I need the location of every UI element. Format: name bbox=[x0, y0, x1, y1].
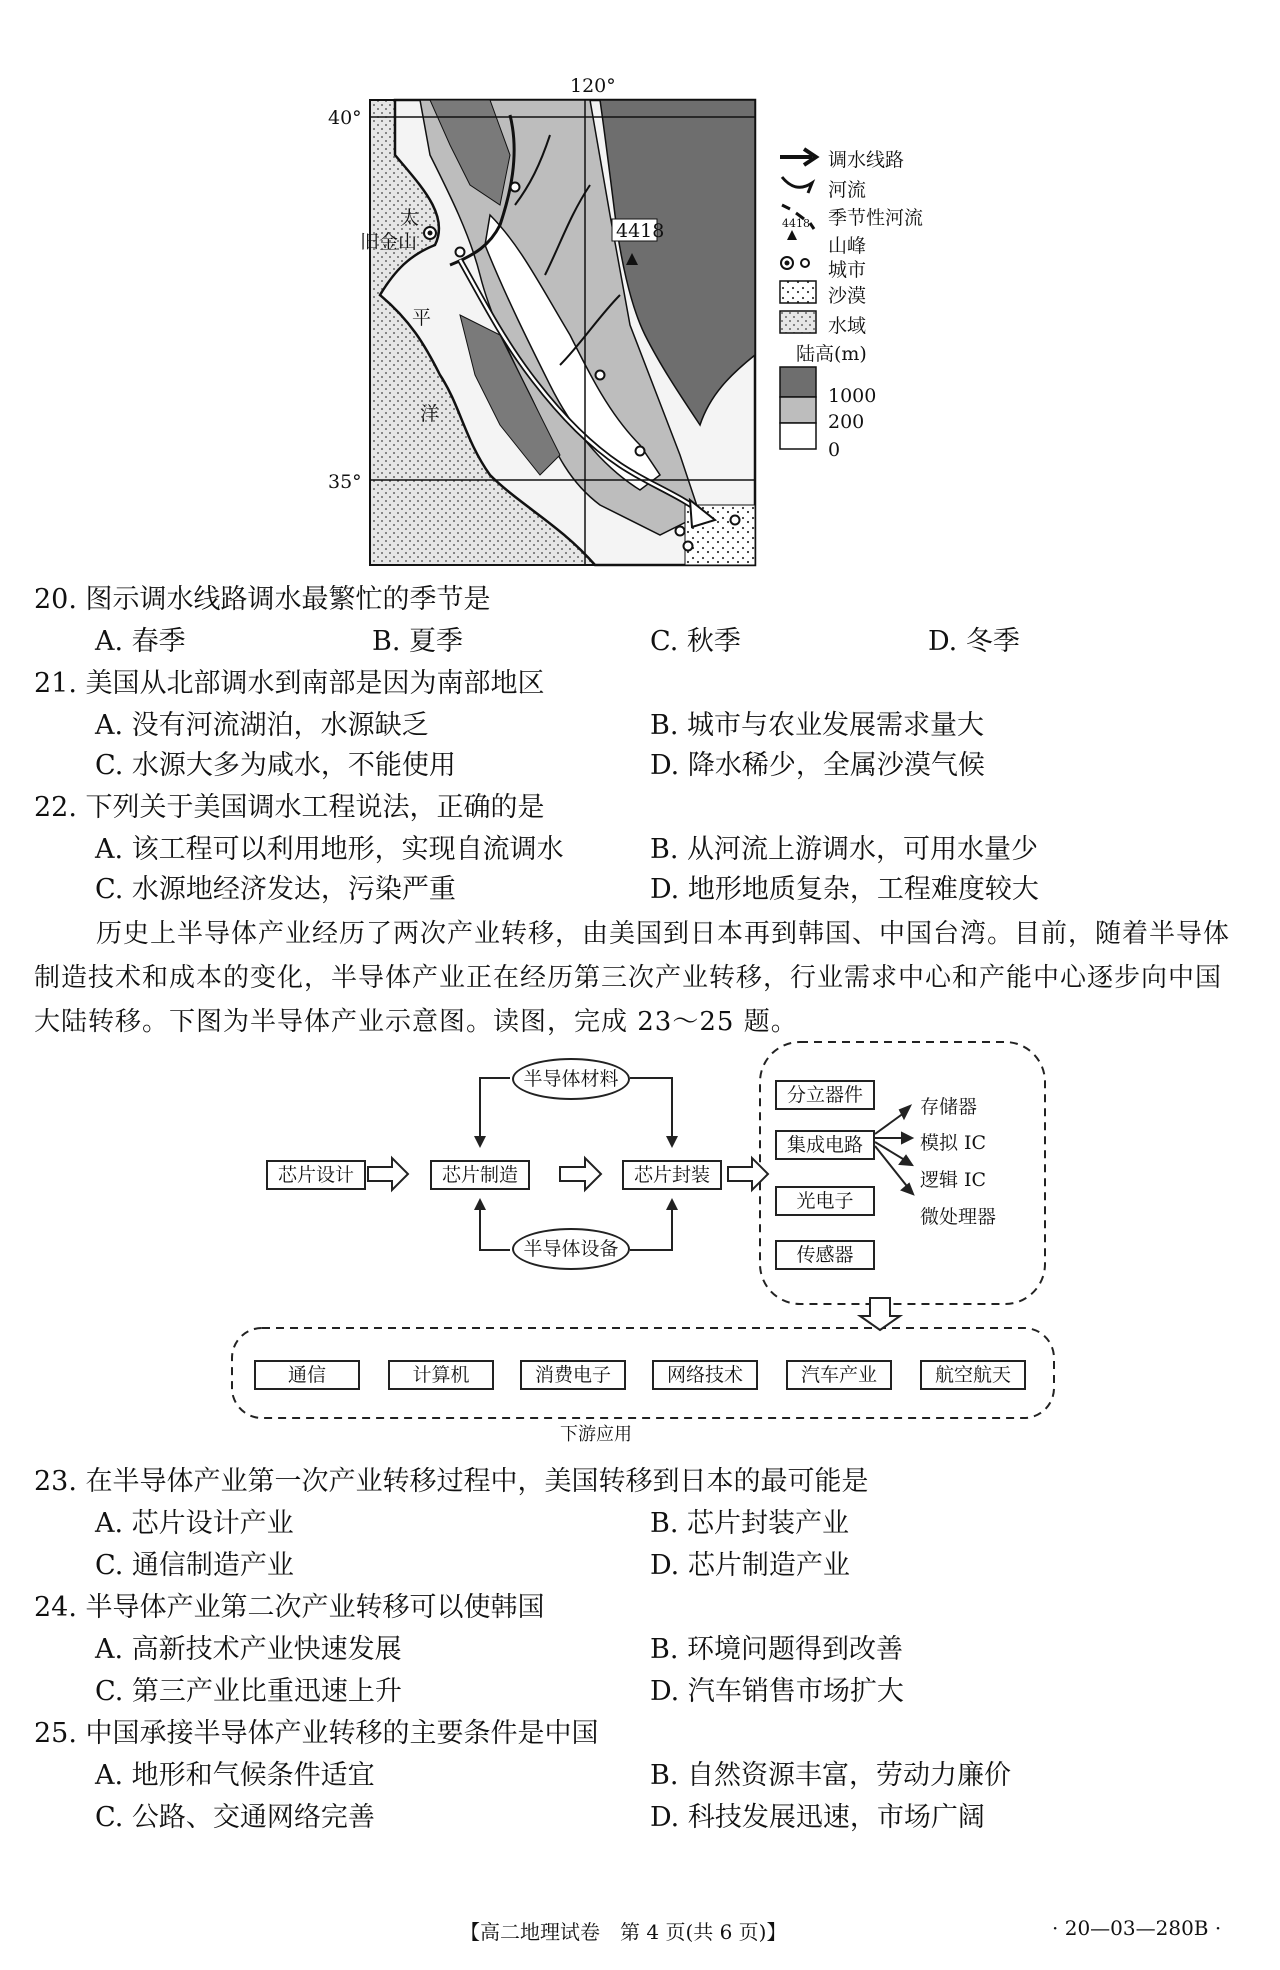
question-20-option-a: A. 春季 bbox=[95, 626, 186, 657]
question-23-option-c: C. 通信制造产业 bbox=[95, 1550, 294, 1581]
question-21-option-b: B. 城市与农业发展需求量大 bbox=[650, 710, 985, 741]
legend-route: 调水线路 bbox=[828, 149, 905, 171]
downstream-label: 下游应用 bbox=[560, 1424, 632, 1445]
question-25-stem: 25. 中国承接半导体产业转移的主要条件是中国 bbox=[34, 1718, 599, 1749]
question-23-stem: 23. 在半导体产业第一次产业转移过程中，美国转移到日本的最可能是 bbox=[34, 1466, 869, 1497]
map-peak-label: 4418 bbox=[616, 220, 665, 242]
map-city-label: 旧金山 bbox=[360, 231, 418, 253]
legend-water: 水域 bbox=[828, 315, 867, 337]
question-24-stem: 24. 半导体产业第二次产业转移可以使韩国 bbox=[34, 1592, 545, 1623]
diagram-chip-manufacture: 芯片制造 bbox=[430, 1160, 530, 1190]
diagram-product-discrete: 分立器件 bbox=[775, 1080, 875, 1110]
diagram-ic-logic: 逻辑 IC bbox=[920, 1169, 987, 1191]
downstream-communication: 通信 bbox=[254, 1360, 360, 1390]
diagram-product-optoelectronic: 光电子 bbox=[775, 1186, 875, 1216]
question-20-option-c: C. 秋季 bbox=[650, 626, 741, 657]
question-25-option-a: A. 地形和气候条件适宜 bbox=[95, 1760, 375, 1791]
downstream-computer: 计算机 bbox=[388, 1360, 494, 1390]
legend-elev-0: 0 bbox=[828, 439, 841, 461]
question-24-option-b: B. 环境问题得到改善 bbox=[650, 1634, 904, 1665]
diagram-product-sensor: 传感器 bbox=[775, 1240, 875, 1270]
map-ocean-char-1: 太 bbox=[400, 207, 420, 229]
question-24-option-c: C. 第三产业比重迅速上升 bbox=[95, 1676, 402, 1707]
question-25-option-b: B. 自然资源丰富，劳动力廉价 bbox=[650, 1760, 1012, 1791]
downstream-aerospace: 航空航天 bbox=[920, 1360, 1026, 1390]
diagram-ic-analog: 模拟 IC bbox=[920, 1132, 987, 1154]
page-footer-code: · 20—03—280B · bbox=[1052, 1916, 1222, 1940]
legend-seasonal-river: 季节性河流 bbox=[828, 207, 924, 229]
legend-elev-200: 200 bbox=[828, 411, 865, 433]
question-24-option-a: A. 高新技术产业快速发展 bbox=[95, 1634, 402, 1665]
question-22-option-b: B. 从河流上游调水，可用水量少 bbox=[650, 834, 1039, 865]
legend-elev-1000: 1000 bbox=[828, 385, 877, 407]
page-footer-center: 【高二地理试卷 第 4 页(共 6 页)】 bbox=[460, 1920, 787, 1944]
map-figure bbox=[260, 75, 980, 575]
map-lat-bottom-label: 35° bbox=[328, 471, 362, 493]
legend-peak-number: 4418 bbox=[782, 217, 810, 230]
downstream-automotive: 汽车产业 bbox=[786, 1360, 892, 1390]
legend-elevation-title: 陆高(m) bbox=[796, 343, 867, 365]
question-22-option-a: A. 该工程可以利用地形，实现自流调水 bbox=[95, 834, 564, 865]
legend-city: 城市 bbox=[828, 259, 867, 281]
map-lat-top-label: 40° bbox=[328, 107, 362, 129]
question-21-option-a: A. 没有河流湖泊，水源缺乏 bbox=[95, 710, 429, 741]
question-20-option-b: B. 夏季 bbox=[372, 626, 464, 657]
passage-text: 历史上半导体产业经历了两次产业转移，由美国到日本再到韩国、中国台湾。目前，随着半导体制造技术和成本的变化，半导体产业正在经历第三次产业转移，行业需求中心和产能中心逐步向中国大陆转移。下图为半导体产业示意图。读图，完成 23～25 题。 bbox=[34, 919, 1231, 1037]
question-22-option-d: D. 地形地质复杂，工程难度较大 bbox=[650, 874, 1039, 905]
question-23-option-b: B. 芯片封装产业 bbox=[650, 1508, 850, 1539]
question-23-option-d: D. 芯片制造产业 bbox=[650, 1550, 850, 1581]
question-23-option-a: A. 芯片设计产业 bbox=[95, 1508, 294, 1539]
question-20-option-d: D. 冬季 bbox=[928, 626, 1020, 657]
question-25-option-d: D. 科技发展迅速，市场广阔 bbox=[650, 1802, 985, 1833]
question-21-option-c: C. 水源大多为咸水，不能使用 bbox=[95, 750, 456, 781]
downstream-consumer-electronics: 消费电子 bbox=[520, 1360, 626, 1390]
diagram-ic-microprocessor: 微处理器 bbox=[920, 1206, 997, 1228]
question-20-stem: 20. 图示调水线路调水最繁忙的季节是 bbox=[34, 584, 491, 615]
diagram-product-ic: 集成电路 bbox=[775, 1130, 875, 1160]
legend-peak: 山峰 bbox=[828, 235, 867, 257]
map-ocean-char-2: 平 bbox=[412, 307, 432, 329]
diagram-ic-memory: 存储器 bbox=[920, 1096, 978, 1118]
question-21-stem: 21. 美国从北部调水到南部是因为南部地区 bbox=[34, 668, 545, 699]
question-22-stem: 22. 下列关于美国调水工程说法，正确的是 bbox=[34, 792, 545, 823]
map-ocean-char-3: 洋 bbox=[420, 403, 440, 425]
diagram-chip-design: 芯片设计 bbox=[266, 1160, 366, 1190]
diagram-chip-package: 芯片封装 bbox=[622, 1160, 722, 1190]
legend-desert: 沙漠 bbox=[828, 285, 867, 307]
question-25-option-c: C. 公路、交通网络完善 bbox=[95, 1802, 375, 1833]
downstream-network-tech: 网络技术 bbox=[652, 1360, 758, 1390]
question-21-option-d: D. 降水稀少，全属沙漠气候 bbox=[650, 750, 985, 781]
question-22-option-c: C. 水源地经济发达，污染严重 bbox=[95, 874, 456, 905]
diagram-semiconductor-equipment: 半导体设备 bbox=[512, 1228, 630, 1270]
map-lon-label: 120° bbox=[570, 75, 616, 97]
question-24-option-d: D. 汽车销售市场扩大 bbox=[650, 1676, 904, 1707]
legend-river: 河流 bbox=[828, 179, 867, 201]
diagram-semiconductor-material: 半导体材料 bbox=[512, 1058, 630, 1100]
semiconductor-diagram bbox=[230, 1040, 1060, 1445]
